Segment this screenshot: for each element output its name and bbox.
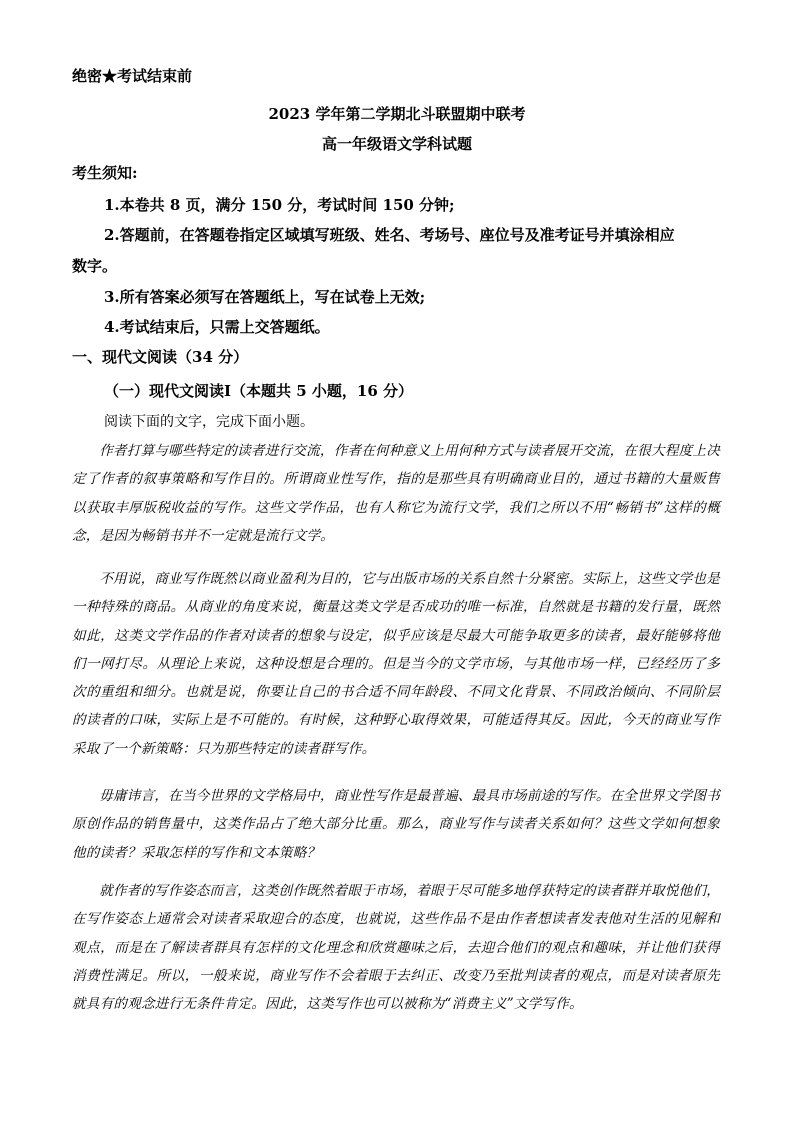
paragraph-2: 不用说，商业写作既然以商业盈利为目的，它与出版市场的关系自然十分紧密。实际上，这些文学也是一种特殊的商品。从商业的角度来说，衡量这类文学是否成功的唯一标准，自然就是书籍的发行量，既然如此，这类文学作品的作者对读者的想象与设定，似乎应该是尽最大可能争取更多的读者，最好能够将他们一网打尽。从理论上来说，这种设想是合理的。但是当今的文学市场，与其他市场一样，已经经历了多次的重组和细分。也就是说，你要让自己的书合适不同年龄段、不同文化背景、不同政治倾向、不同阶层的读者的口味，实际上是不可能的。有时候，这种野心取得效果，可能适得其反。因此，今天的商业写作采取了一个新策略：只为那些特定的读者群写作。: [72, 571, 720, 757]
paragraph-3: 毋庸讳言，在当今世界的文学格局中，商业性写作是最普遍、最具市场前途的写作。在全世界文学图书原创作品的销售量中，这类作品占了绝大部分比重。那么，商业写作与读者关系如何？这些文学如何想象他的读者？采取怎样的写作和文本策略？: [72, 788, 720, 861]
exam-subtitle: 高一年级语文学科试题: [321, 135, 472, 153]
section-instruction: 阅读下面的文字，完成下面小题。: [104, 414, 314, 430]
paragraph-4: 就作者的写作姿态而言，这类创作既然着眼于市场，着眼于尽可能多地俘获特定的读者群并取悦他们，在写作姿态上通常会对读者采取迎合的态度，也就说，这些作品不是由作者想读者发表他对生活的见解和观点，而是在了解读者群具有怎样的文化理念和欣赏趣味之后，去迎合他们的观点和趣味，并让他们获得消费性满足。所以，一般来说，商业写作不会着眼于去纠正、改变乃至批判读者的观点，而是对读者原先就具有的观念进行无条件肯定。因此，这类写作也可以被称为“消费主义”文学写作。: [72, 883, 720, 1013]
confidential-label: 绝密★考试结束前: [72, 67, 193, 85]
notice-item-3: 3.所有答案必须写在答题纸上，写在试卷上无效;: [104, 288, 426, 306]
paragraph-1: 作者打算与哪些特定的读者进行交流，作者在何种意义上用何种方式与读者展开交流，在很大程度上决定了作者的叙事策略和写作目的。所谓商业性写作，指的是那些具有明确商业目的，通过书籍的大量贩售以获取丰厚版税收益的写作。这些文学作品，也有人称它为流行文学，我们之所以不用“畅销书”这样的概念，是因为畅销书并不一定就是流行文学。: [72, 443, 720, 544]
notice-item-4: 4.考试结束后，只需上交答题纸。: [104, 318, 330, 336]
section-subtitle: （一）现代文阅读Ⅰ（本题共 5 小题，16 分）: [104, 382, 413, 400]
notice-item-2: 2.答题前，在答题卷指定区域填写班级、姓名、考场号、座位号及准考证号并填涂相应: [104, 226, 675, 244]
section-title: 一、现代文阅读（34 分）: [72, 348, 249, 366]
notice-heading: 考生须知:: [72, 164, 138, 182]
exam-title: 2023 学年第二学期北斗联盟期中联考: [268, 105, 526, 123]
notice-item-2-cont: 数字。: [72, 257, 118, 275]
notice-item-1: 1.本卷共 8 页，满分 150 分，考试时间 150 分钟;: [104, 196, 455, 214]
